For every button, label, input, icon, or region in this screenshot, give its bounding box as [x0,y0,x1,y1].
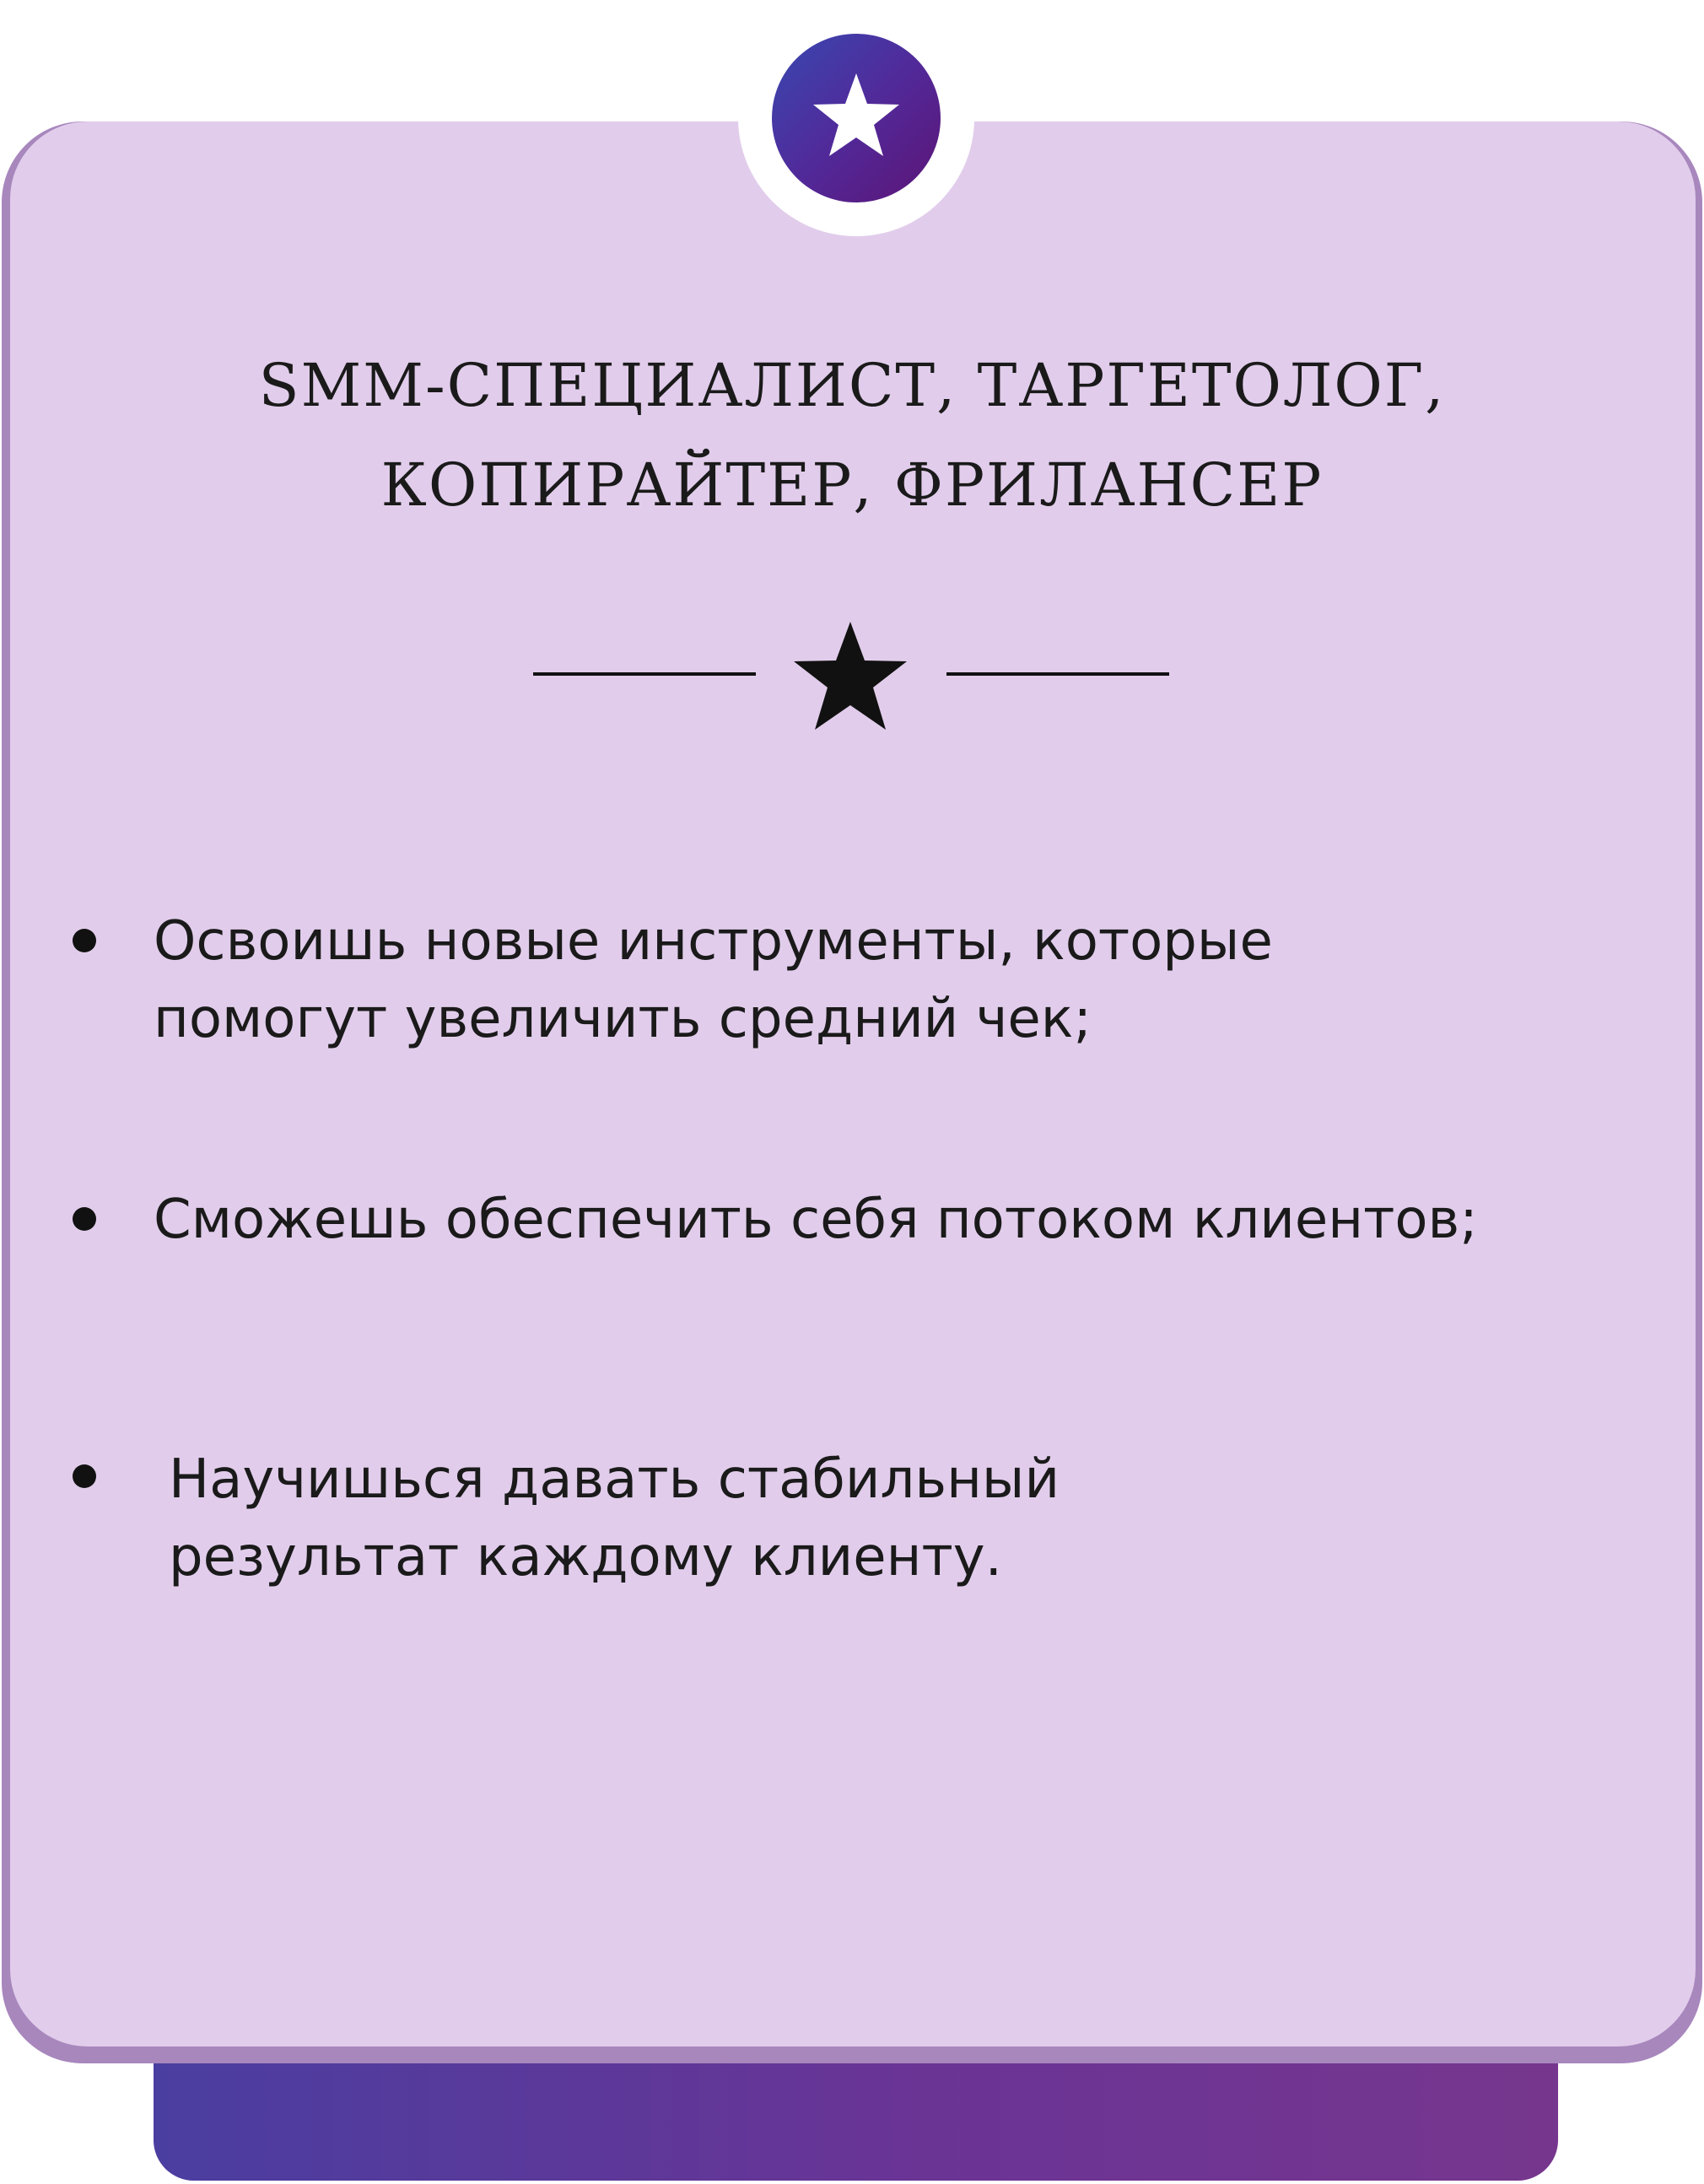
divider-line-left [533,672,756,676]
list-item-line: Научишься давать стабильный [169,1448,1060,1511]
list-item-line: Сможешь обеспечить себя потоком клиентов; [154,1189,1478,1251]
bullet-dot [73,929,96,952]
star-icon [810,70,903,159]
card-title-line: КОПИРАЙТЕР, ФРИЛАНСЕР [380,450,1324,520]
star-icon [787,618,914,736]
card-title [84,336,1620,535]
list-item-text [154,1181,1478,1259]
list-item-line: помогут увеличить средний чек; [154,988,1092,1050]
bullet-dot [73,1464,96,1488]
list-item-line: Освоишь новые инструменты, которые [154,910,1273,973]
badge [772,34,941,202]
list-item-text [169,1441,1060,1596]
card-title-line: SMM-СПЕЦИАЛИСТ, ТАРГЕТОЛОГ, [258,351,1446,420]
list-item-line: результат каждому клиенту. [169,1526,1002,1588]
list-item-text [154,903,1273,1058]
divider-line-right [946,672,1169,676]
bullet-dot [73,1207,96,1231]
